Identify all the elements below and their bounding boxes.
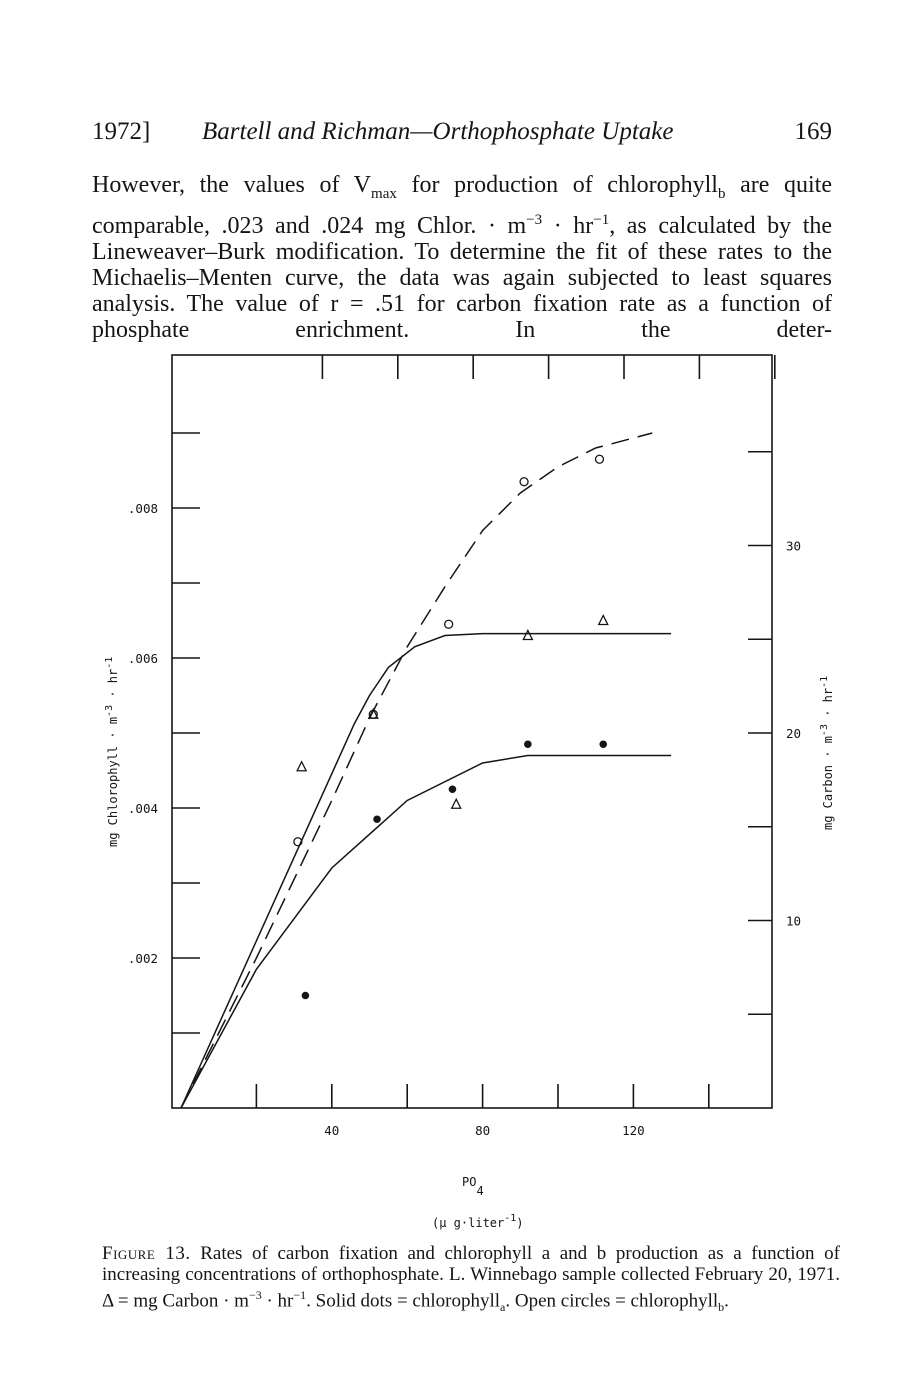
- y-left-tick-label: .008: [127, 501, 158, 516]
- figure-caption: [102, 1243, 840, 1318]
- bottom-ticks: [256, 1084, 708, 1138]
- figure-label: Figure 13.: [102, 1243, 191, 1264]
- solid-dot-point: [373, 815, 381, 823]
- caption-text: · hr: [261, 1290, 294, 1312]
- y-left-tick-label: .002: [127, 951, 158, 966]
- fitted-curves: [181, 433, 671, 1108]
- running-title: Bartell and Richman—Orthophosphate Uptake: [202, 118, 674, 145]
- left-ticks: [128, 433, 200, 1033]
- open-circle-point: [595, 455, 603, 463]
- volume-year: 1972]: [92, 118, 151, 145]
- subscript: b: [718, 1300, 725, 1315]
- x-tick-label: 40: [324, 1123, 340, 1138]
- text-run: are quite comparable, .023 and .024 mg Chlor. · m: [92, 172, 833, 239]
- y-left-axis-title: mg Chlorophyll · $m^{-3} \cdot hr^{-1}$: [104, 656, 120, 847]
- solid-fit-curve: [181, 634, 671, 1108]
- caption-text: .: [724, 1290, 729, 1312]
- caption-text: . Open circles = chlorophyll: [505, 1290, 719, 1312]
- solid-dot-point: [302, 992, 310, 1000]
- x-axis-units: (μ g·liter$^{-1}$): [432, 1213, 524, 1230]
- text-run: · hr: [542, 212, 594, 239]
- y-right-tick-label: 30: [786, 538, 802, 554]
- subscript: max: [371, 185, 397, 202]
- dashed-fit-curve: [181, 433, 652, 1108]
- data-points: [294, 455, 608, 999]
- triangle-point: [297, 762, 306, 771]
- superscript: −3: [526, 211, 543, 228]
- top-ticks: [322, 355, 774, 379]
- solid-dot-point: [449, 785, 457, 793]
- superscript: −1: [293, 1288, 307, 1302]
- y-right-tick-label: 10: [786, 913, 802, 929]
- y-left-tick-label: .004: [127, 801, 158, 816]
- plot-frame: [172, 355, 772, 1108]
- y-right-axis-title: mg Carbon · $m^{-3} \cdot hr^{-1}$: [819, 675, 835, 830]
- x-tick-label: 120: [622, 1123, 645, 1138]
- solid-dot-point: [599, 740, 607, 748]
- subscript: a: [500, 1300, 506, 1315]
- open-circle-point: [445, 620, 453, 628]
- text-run: However, the values of V: [92, 172, 372, 198]
- y-right-tick-label: 20: [786, 726, 802, 741]
- x-tick-label: 80: [475, 1123, 491, 1138]
- right-ticks: [748, 452, 801, 1015]
- y-left-tick-label: .006: [127, 651, 158, 666]
- caption-text: . Solid dots = chlorophyll: [306, 1290, 501, 1312]
- text-run: for production of chlorophyll: [396, 172, 718, 198]
- x-axis-title: PO4: [462, 1175, 484, 1198]
- page-number: 169: [794, 118, 832, 145]
- triangle-point: [599, 616, 608, 625]
- solid-fit-curve: [181, 756, 671, 1109]
- caption-text: Rates of carbon fixation and chlorophyll a and b production as a function of increasing concentrations of orthophosphate. L. Winnebago sample collected February 20, 1971. Δ = mg Carbon · m: [102, 1243, 840, 1312]
- triangle-point: [452, 799, 461, 808]
- solid-dot-point: [524, 740, 532, 748]
- superscript: −1: [593, 211, 610, 228]
- superscript: −3: [248, 1288, 262, 1302]
- text-run: , as calculated by the Lineweaver–Burk modification. To determine the fit of these rates to the Michaelis–Menten curve, the data was again subjected to least squares analysis. The value of r = .51 for carbon fixation rate as a function of phosphate enrichment. In the deter-: [92, 212, 833, 343]
- triangle-point: [523, 631, 532, 640]
- open-circle-point: [520, 478, 528, 486]
- subscript: b: [717, 185, 726, 202]
